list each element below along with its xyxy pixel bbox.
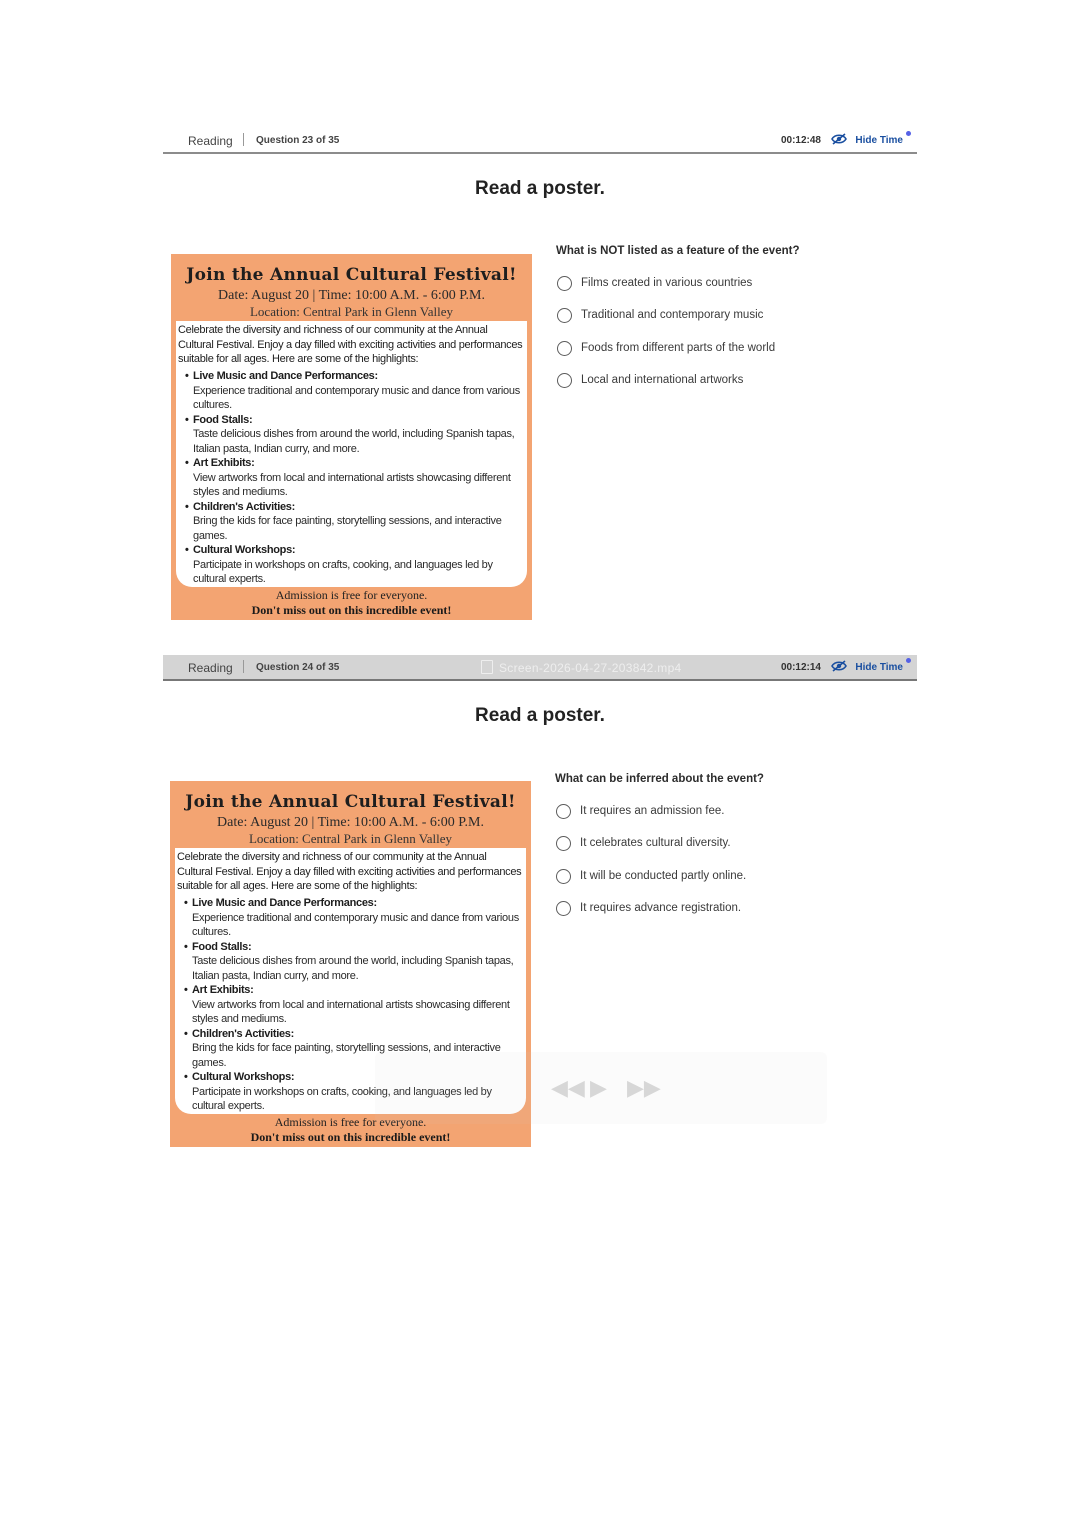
eye-slash-icon[interactable] <box>831 133 847 145</box>
poster-intro: Celebrate the diversity and richness of our community at the Annual Cultural Festival. Enjoy a day filled with exciting activities and performances suitable for all ages. Here are some of the highlights: <box>177 851 522 892</box>
feature-desc: Bring the kids for face painting, storytelling sessions, and interactive games. <box>193 515 502 542</box>
poster-call-to-action: Don't miss out on this incredible event! <box>251 603 452 617</box>
top-bar <box>163 655 917 681</box>
timer: 00:12:14 <box>780 662 821 673</box>
poster-call-to-action: Don't miss out on this incredible event! <box>250 1130 451 1144</box>
feature-item <box>184 983 519 1027</box>
radio-unselected-icon[interactable] <box>556 836 571 851</box>
poster-location: Location: Central Park in Glenn Valley <box>249 304 454 319</box>
radio-unselected-icon[interactable] <box>556 869 571 884</box>
feature-name: • Food Stalls: <box>185 413 520 428</box>
poster-body <box>176 321 527 587</box>
feature-item <box>185 456 520 500</box>
feature-name: • Live Music and Dance Performances: <box>185 369 520 384</box>
answer-options <box>556 275 896 404</box>
notification-dot <box>906 658 911 663</box>
feature-item <box>185 369 520 413</box>
radio-unselected-icon[interactable] <box>556 901 571 916</box>
feature-item <box>185 543 520 587</box>
festival-poster <box>171 254 532 620</box>
poster-title: Join the Annual Cultural Festival! <box>186 265 517 285</box>
question-counter: Question 24 of 35 <box>256 662 340 673</box>
feature-name: • Art Exhibits: <box>184 983 519 998</box>
question-prompt: What is NOT listed as a feature of the event? <box>556 245 800 257</box>
feature-name: • Children's Activities: <box>184 1027 519 1042</box>
poster-title: Join the Annual Cultural Festival! <box>185 792 516 812</box>
hide-time-button[interactable]: Hide Time <box>855 135 903 146</box>
answer-option-label[interactable]: Traditional and contemporary music <box>581 309 764 322</box>
answer-option-label[interactable]: It requires an admission fee. <box>580 805 725 817</box>
answer-option-label[interactable]: It requires advance registration. <box>580 901 742 914</box>
section-label: Reading <box>188 661 233 675</box>
answer-option[interactable] <box>556 307 896 339</box>
answer-option-label[interactable]: Foods from different parts of the world <box>581 341 776 354</box>
feature-name: • Cultural Workshops: <box>184 1070 519 1085</box>
answer-option-label[interactable]: It will be conducted partly online. <box>580 869 747 882</box>
top-bar <box>163 128 917 154</box>
feature-item <box>185 500 520 544</box>
feature-desc: Taste delicious dishes from around the world, including Spanish tapas, Italian pasta, Indian curry, and more. <box>193 428 515 455</box>
feature-name: • Food Stalls: <box>184 940 519 955</box>
answer-option[interactable] <box>555 900 895 932</box>
feature-list <box>185 369 520 587</box>
recording-file-label: Screen-2026-04-27-203842.mp4 <box>499 661 682 675</box>
feature-desc: Taste delicious dishes from around the world, including Spanish tapas, Italian pasta, Indian curry, and more. <box>192 955 514 982</box>
hide-time-button[interactable]: Hide Time <box>855 662 903 673</box>
feature-item <box>185 413 520 457</box>
radio-unselected-icon[interactable] <box>557 341 572 356</box>
poster-location: Location: Central Park in Glenn Valley <box>248 831 453 846</box>
feature-name: • Art Exhibits: <box>185 456 520 471</box>
page-heading: Read a poster. <box>475 705 605 726</box>
topbar-divider <box>243 660 244 673</box>
rewind-icon: ◀◀ <box>551 1075 585 1100</box>
topbar-divider <box>243 133 244 146</box>
feature-desc: View artworks from local and international artists showcasing different styles and mediums. <box>193 471 511 498</box>
poster-admission: Admission is free for everyone. <box>274 1115 427 1129</box>
radio-unselected-icon[interactable] <box>557 308 572 323</box>
fast-forward-icon: ▶▶ <box>627 1075 661 1100</box>
timer: 00:12:48 <box>780 135 821 146</box>
feature-desc: Experience traditional and contemporary music and dance from various cultures. <box>193 384 520 411</box>
test-screen-question-24 <box>163 655 917 1185</box>
feature-desc: View artworks from local and international artists showcasing different styles and mediums. <box>192 998 510 1025</box>
answer-option-label[interactable]: Local and international artworks <box>581 373 744 386</box>
feature-desc: Participate in workshops on crafts, cooking, and languages led by cultural experts. <box>192 1085 492 1112</box>
answer-option-label[interactable]: Films created in various countries <box>581 277 753 289</box>
feature-name: • Children's Activities: <box>185 500 520 515</box>
radio-unselected-icon[interactable] <box>557 276 572 291</box>
faded-video-controls <box>375 1052 827 1124</box>
test-screen-question-23 <box>163 128 917 628</box>
question-prompt: What can be inferred about the event? <box>555 773 764 785</box>
question-counter: Question 23 of 35 <box>256 135 340 146</box>
feature-desc: Bring the kids for face painting, storytelling sessions, and interactive games. <box>192 1042 501 1069</box>
radio-unselected-icon[interactable] <box>556 804 571 819</box>
answer-options <box>555 803 895 932</box>
poster-intro: Celebrate the diversity and richness of our community at the Annual Cultural Festival. Enjoy a day filled with exciting activities and performances suitable for all ages. Here are some of the highlights: <box>178 324 523 365</box>
radio-unselected-icon[interactable] <box>557 373 572 388</box>
answer-option[interactable] <box>556 340 896 372</box>
section-label: Reading <box>188 134 233 148</box>
answer-option[interactable] <box>555 803 895 835</box>
feature-desc: Participate in workshops on crafts, cooking, and languages led by cultural experts. <box>193 558 493 585</box>
answer-option-label[interactable]: It celebrates cultural diversity. <box>580 837 731 850</box>
feature-item <box>184 896 519 940</box>
feature-name: • Live Music and Dance Performances: <box>184 896 519 911</box>
eye-slash-icon[interactable] <box>831 660 847 672</box>
answer-option[interactable] <box>556 372 896 404</box>
poster-admission: Admission is free for everyone. <box>275 588 428 602</box>
feature-name: • Cultural Workshops: <box>185 543 520 558</box>
play-icon: ▶ <box>590 1075 607 1100</box>
poster-date-time: Date: August 20 | Time: 10:00 A.M. - 6:00 P.M. <box>218 288 485 303</box>
answer-option[interactable] <box>556 275 896 307</box>
poster-date-time: Date: August 20 | Time: 10:00 A.M. - 6:00 P.M. <box>217 815 484 830</box>
feature-item <box>184 940 519 984</box>
page-heading: Read a poster. <box>475 178 605 199</box>
answer-option[interactable] <box>555 835 895 867</box>
feature-desc: Experience traditional and contemporary music and dance from various cultures. <box>192 911 519 938</box>
file-icon <box>481 660 493 674</box>
notification-dot <box>906 131 911 136</box>
answer-option[interactable] <box>555 868 895 900</box>
